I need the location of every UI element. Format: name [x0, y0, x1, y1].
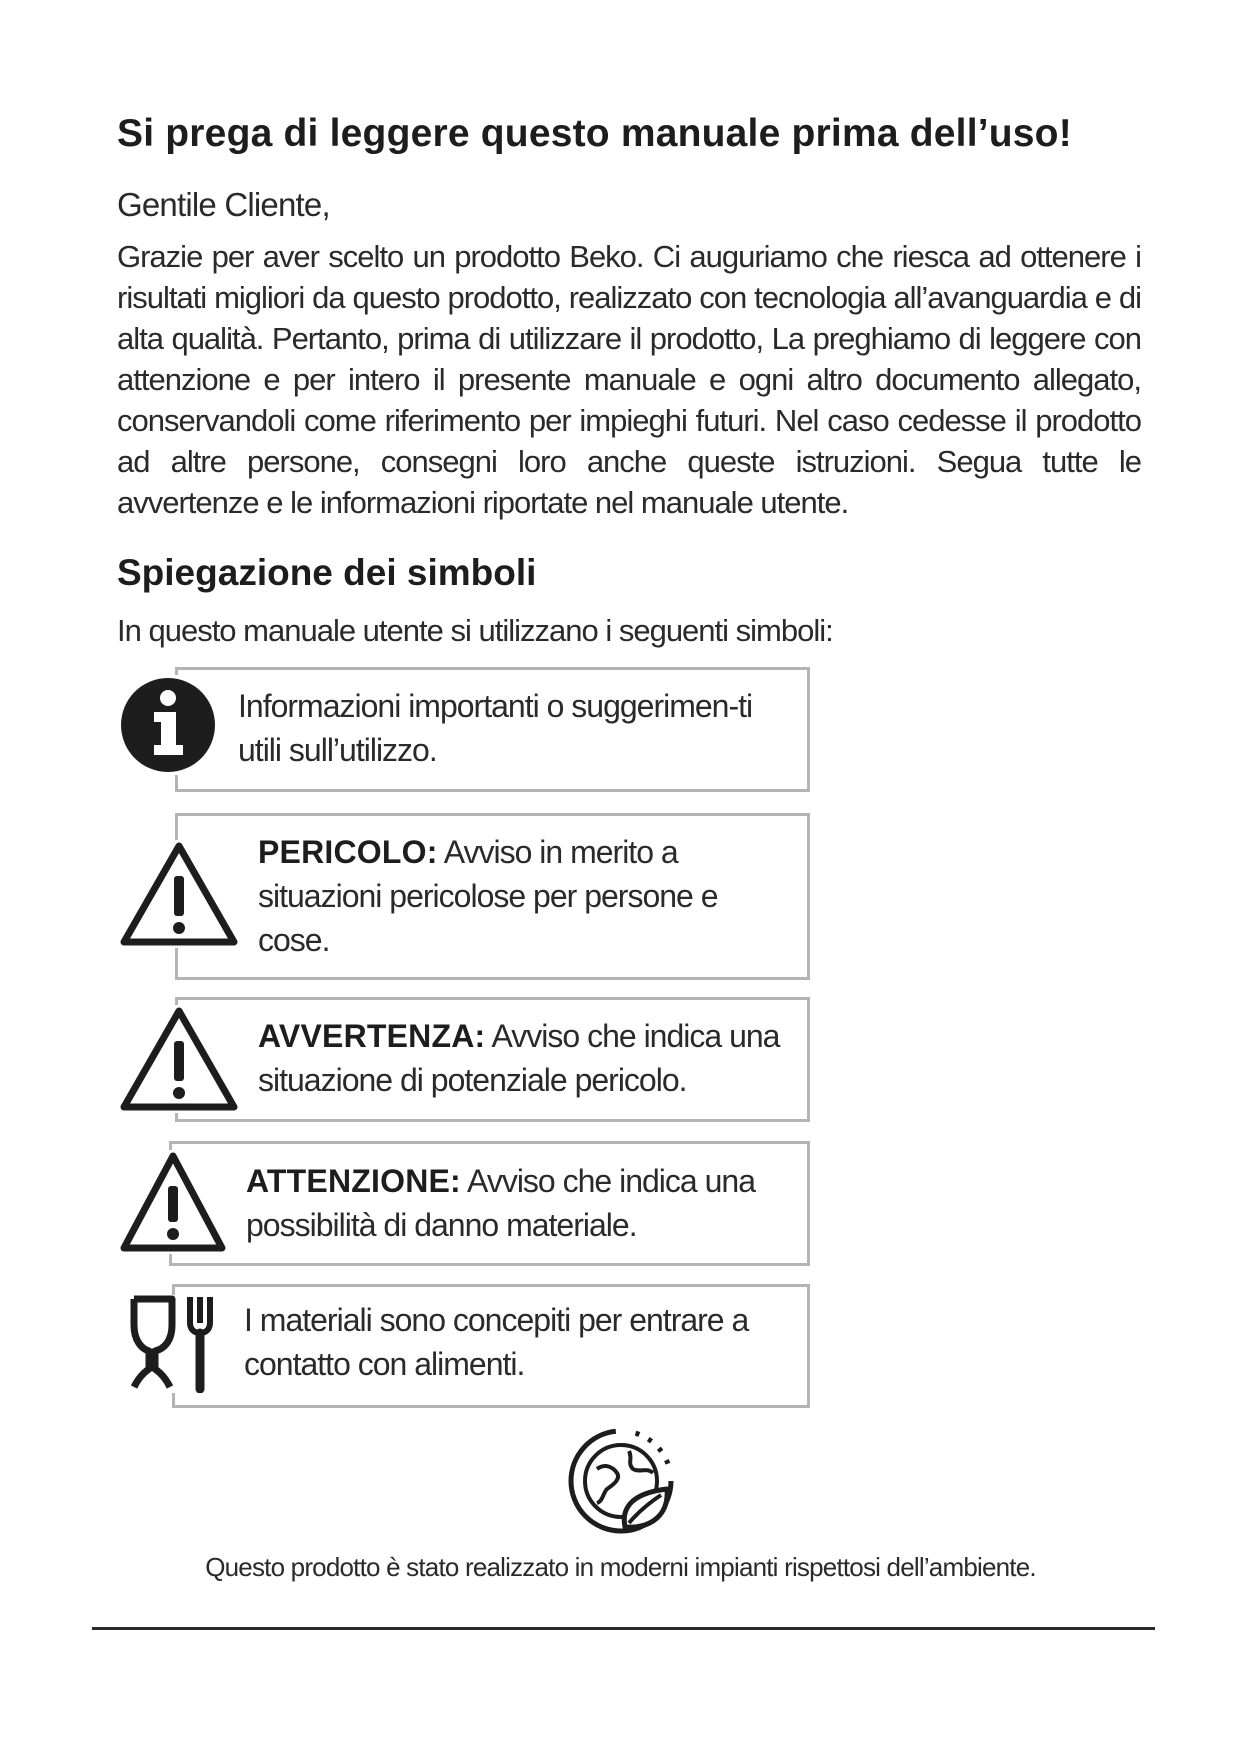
page-title: Si prega di leggere questo manuale prima dell’uso! [117, 112, 1072, 155]
symbol-warning-label: AVVERTENZA: [258, 1018, 486, 1054]
eco-globe-leaf-icon [563, 1423, 679, 1539]
symbol-food-contact-description: I materiali sono concepiti per entrare a contatto con alimenti. [244, 1302, 749, 1382]
symbol-text-info [238, 684, 793, 772]
section-title: Spiegazione dei simboli [117, 552, 537, 593]
symbol-info-description: Informazioni importanti o suggerimen-ti utili sull’utilizzo. [238, 688, 753, 768]
section-description: In questo manuale utente si utilizzano i seguenti simboli: [117, 613, 833, 648]
info-icon [118, 675, 218, 775]
warning-triangle-icon [118, 1150, 228, 1254]
food-contact-icon [128, 1295, 228, 1393]
symbol-caution-description: Avviso che indica una possibilità di danno materiale. [246, 1163, 755, 1243]
symbol-warning-description: Avviso che indica una situazione di potenziale pericolo. [258, 1018, 780, 1098]
symbol-text-caution [246, 1159, 793, 1247]
warning-triangle-icon [118, 1005, 240, 1113]
greeting: Gentile Cliente, [117, 186, 330, 223]
symbol-caution-label: ATTENZIONE: [246, 1163, 461, 1199]
symbol-danger-description: Avviso in merito a situazioni pericolose per persone e cose. [258, 834, 718, 958]
symbol-text-warning [258, 1014, 793, 1102]
warning-triangle-icon [118, 840, 240, 948]
footer-text: Questo prodotto è stato realizzato in moderni impianti rispettosi dell’ambiente. [205, 1552, 1036, 1582]
symbol-text-food-contact [244, 1298, 793, 1386]
divider-line [92, 1627, 1155, 1630]
intro-paragraph: Grazie per aver scelto un prodotto Beko. Ci auguriamo che riesca ad ottenere i risultati migliori da questo prodotto, realizzato con tecnologia all’avanguardia e di alta qualità. Pertanto, prima di utilizzare il prodotto, La preghiamo di leggere con attenzione e per intero il presente manuale e ogni altro documento allegato, conservandoli come riferimento per impieghi futuri. Nel caso cedesse il prodotto ad altre persone, consegni loro anche queste istruzioni. Segua tutte le avvertenze e le informazioni riportate nel manuale utente. [117, 239, 1141, 520]
symbol-danger-label: PERICOLO: [258, 834, 438, 870]
symbol-text-danger [258, 830, 793, 962]
